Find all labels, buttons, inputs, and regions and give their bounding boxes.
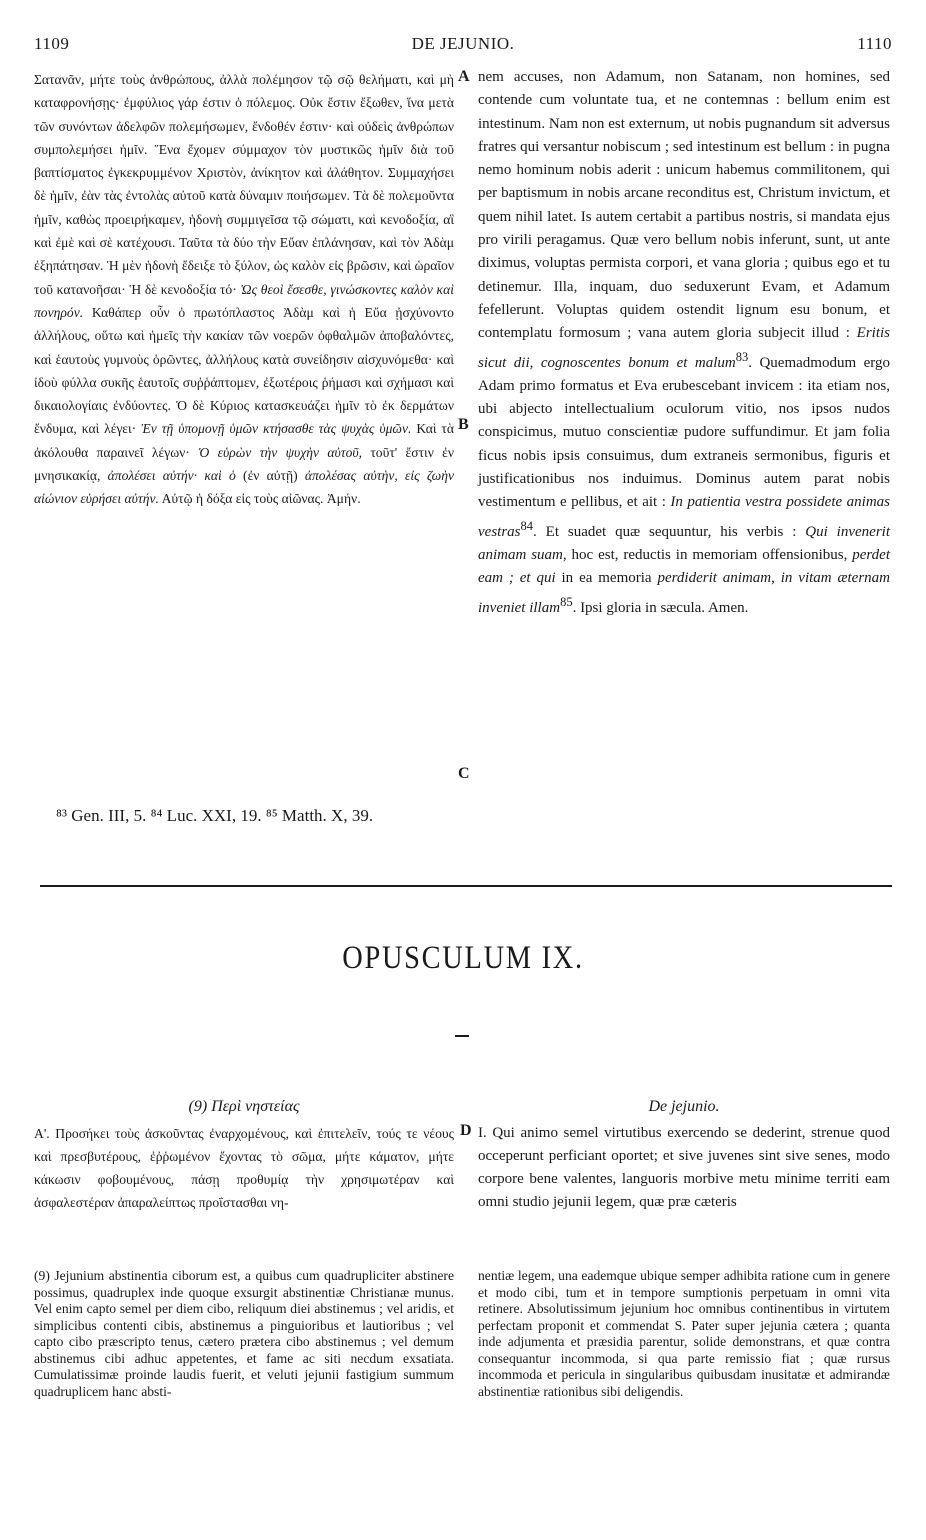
greek-quote: Ἐν τῇ ὑπομονῇ ὑμῶν κτήσασθε τὰς ψυχὰς ὑμῶν. xyxy=(141,421,412,437)
margin-marker-d: D xyxy=(460,1122,472,1139)
latin-text: . Quemadmodum ergo Adam primo formatus et Eva erubescebant invicem : ita etiam nos, ubi abjecto intellectualium oculorum vitio, nos ipsos nudos conspicimus, mutuo conscientiæ pudore suffundimur. Et jam folia ficus nobis ipsis consuimus, dum extraneis sermonibus, figuris et justificationibus nos induimus. Dominus autem parat nobis vestimentum e pellibus, et ait : xyxy=(478,354,890,511)
scripture-notes: ⁸³ Gen. III, 5. ⁸⁴ Luc. XXI, 19. ⁸⁵ Matth. X, 39. xyxy=(56,806,374,825)
latin-quote: Qui invenerit animam suam, xyxy=(478,523,890,563)
latin-column-bottom: I. Qui animo semel virtutibus exercendo se dederint, strenue quod occeperunt perficiant oportet; et sive juvenes sint sive senes, modo corpore bene valentes, languoris morbive metu minime territi eam omni studio jejunii legem, quæ præ cæteris xyxy=(478,1125,890,1210)
page-number-right: 1110 xyxy=(857,34,892,53)
running-title: DE JEJUNIO. xyxy=(411,34,515,53)
latin-column-top xyxy=(478,66,890,620)
latin-text: . Et suadet quæ sequuntur, his verbis : xyxy=(533,523,797,540)
margin-marker-c: C xyxy=(458,765,470,782)
latin-quote: Eritis sicut dii, cognoscentes bonum et malum xyxy=(478,325,890,371)
greek-quote: ἀπολέσας αὐτὴν, εἰς ζωὴν αἰώνιον εὑρήσει αὐτήν. xyxy=(34,468,455,507)
section-divider xyxy=(40,885,892,887)
footnote-ref: 84 xyxy=(520,518,533,533)
greek-quote: Ὡς θεοὶ ἔσεσθε, γινώσκοντες καλὸν καὶ πονηρόν. xyxy=(34,281,454,320)
greek-text: Σατανᾶν, μήτε τοὺς ἀνθρώπους, ἀλλὰ πολέμησον τῷ σῷ θελήματι, καὶ μὴ καταφρονήσῃς· ἐμφύλιος γάρ ἐστιν ὁ πόλεμος. Οὐκ ἔστιν ἔξωθεν, ἵνα μετὰ τῶν συνόντων ἀδελφῶν πολεμήσωμεν, ἔνδοθέν ἐστιν· καὶ οὐδεὶς ἀνθρώπων συμπολεμήσει ἡμῖν. Ἕνα ἔχομεν σύμμαχον τὸν μυστικῶς ἡμῖν διὰ τοῦ βαπτίσματος ἐγκεκρυμμένον Χριστὸν, ἀνίκητον καὶ ἀλάθητον. Συμμαχήσει δὲ ἡμῖν, ἐὰν τὰς ἐντολὰς αὐτοῦ κατὰ δύναμιν ποιήσωμεν. Τὰ δὲ πολεμοῦντα ἡμῖν, καθὼς προειρήκαμεν, ἡδονὴ συμμιγεῖσα τῷ σώματι, καὶ κενοδοξία, αἳ καὶ ἐμὲ καὶ σὲ κατέχουσι. Ταῦτα τὰ δύο τὴν Εὔαν ἐπλάνησαν, καὶ τὸν Ἀδὰμ ἐξηπάτησαν. Ἡ μὲν ἡδονὴ ἔδειξε τὸ ξύλον, ὡς καλὸν εἰς βρῶσιν, καὶ ὡραῖον τοῦ κατανοῆσαι· Ἡ δὲ κενοδοξία τό· xyxy=(34,72,454,297)
greek-heading: (9) Περὶ νηστείας xyxy=(188,1098,300,1115)
latin-text: . Ipsi gloria in sæcula. Amen. xyxy=(572,599,749,616)
greek-quote: ἀπολέσει αὐτήν· καὶ ὁ xyxy=(107,468,236,484)
greek-paragraph-top xyxy=(34,68,454,511)
footnote-left: (9) Jejunium abstinentia ciborum est, a quibus cum quadrupliciter abstinere possimus, quadruplex inde quoque exsurgit abstinentiæ Christianæ munus. Vel enim capto semel per diem cibo, reliquum diei abstinemus ; vel aridis, et simplicibus contenti cibis, abstinemus a pinguioribus et lautioribus ; vel capto cibo præscripto tenus, cætero prætera cibo abstinemus ; vel demum abstinemus cibi adhuc appetentes, et fame ac siti necdum exsatiata. Cumulatissimæ proinde laudis fuerit, et veluti jejunii fastigium summum quadruplicem hanc absti- xyxy=(34,1268,454,1399)
greek-quote: Ὁ εὑρὼν τὴν ψυχὴν αὐτοῦ, xyxy=(198,444,363,460)
latin-quote: perdet eam ; et qui xyxy=(478,546,890,587)
latin-heading: De jejunio. xyxy=(648,1098,720,1115)
margin-marker-b: B xyxy=(458,416,469,433)
latin-text: in ea memoria xyxy=(561,570,652,587)
greek-heading-wrap xyxy=(34,1098,454,1116)
latin-quote: In patientia vestra possidete animas vestras xyxy=(478,494,890,540)
margin-marker-a: A xyxy=(458,68,470,85)
greek-text: τοῦτ' ἔστιν ἐν μνησικακίᾳ, xyxy=(34,444,454,484)
latin-text: nem accuses, non Adamum, non Satanam, non homines, sed contende cum voluntate tua, et ne contemnas : bellum enim est intestinum. Nam non est externum, ut nobis pugnandum sit adversus fratres qui versantur nobiscum ; sed intestinum est bellum : in pugna nemo hominum nobis aderit : unicum habemus commilitonem, qui per baptismum in nobis arcane reconditus est, Christum invictum, et quem nihil latet. Is autem certabit a partibus nostris, si mandata ejus pro virili peragamus. Quæ vero bellum nobis inferunt, sunt, ut ante diximus, voluptas permista corpori, et vana gloria ; quibus ego et tu detinemur. Illa, inquam, duo seduxerunt Evam, et Adamum fefellerunt. Voluptas quidem ostendit lignum esu bonum, et contemplatu formosum ; vana autem gloria subjecit illud : xyxy=(478,69,890,342)
greek-text: (ἐν αὐτῇ) xyxy=(243,468,298,484)
opusculum-title: OPUSCULUM IX. xyxy=(342,940,584,976)
greek-text: Καθάπερ οὖν ὁ πρωτόπλαστος Ἀδὰμ καὶ ἡ Εὔα ᾐσχύνοντο ἀλλήλους, οὕτω καὶ ἡμεῖς τὴν κακίαν τῶν νοερῶν ὀφθαλμῶν ἀποβαλόντες, καὶ ἑαυτοὺς γυμνοὺς ὁρῶντες, ἀλλήλους κατὰ συνείδησιν αἰσχυνόμεθα· καὶ ἰδοὺ φύλλα συκῆς ἑαυτοῖς συῤῥάπτομεν, ἐξωτέροις ῥήμασι καὶ σχήμασι καὶ δικαιολογίαις ἐνδύοντες. Ὁ δὲ Κύριος κατασκευάζει ἡμῖν τὸ ἐκ δερμάτων ἔνδυμα, καὶ λέγει· xyxy=(34,304,454,437)
title-dash xyxy=(455,1035,469,1037)
greek-column-top xyxy=(34,68,454,511)
footnote-ref: 85 xyxy=(560,594,573,609)
footnote-right: nentiæ legem, una eademque ubique semper adhibita ratione cum in genere et modo cibi, tum et in tempore sumptionis perpetuam in omni vita retinere. Absolutissimum jejunium hoc omnibus continentibus in virtutem perfectam proponit et commendat S. Pater super jejunia cætera ; quanta inde adjumenta et præsidia parentur, solide demonstrans, et quæ contra consequantur incommoda, si qua parte remissio fiat ; quæ rursus incommoda et pericula in singularibus quibusdam inusitatæ et admirandæ abstinentiæ rationibus sibi deligendis. xyxy=(478,1268,890,1399)
greek-text: Αὐτῷ ἡ δόξα εἰς τοὺς αἰῶνας. Ἀμήν. xyxy=(161,491,361,507)
latin-paragraph-top xyxy=(478,66,890,620)
greek-text: Καὶ τὰ ἀκόλουθα παραινεῖ λέγων· xyxy=(34,421,454,460)
footnote-ref: 83 xyxy=(735,349,749,364)
latin-quote: perdiderit animam, in vitam æternam inveniet illam xyxy=(478,570,891,616)
page-number-left: 1109 xyxy=(34,34,70,53)
greek-column-bottom: Α'. Προσήκει τοὺς ἀσκοῦντας ἐναρχομένους, καὶ ἐπιτελεῖν, τούς τε νέους καὶ πρεσβυτέρους, ἐῤῥωμένον ἔχοντας τὸ σῶμα, μήτε κάματον, μήτε κάκωσιν φοβουμένους, πάσῃ προθυμίᾳ τὴν χρησιμωτέραν καὶ ἀσφαλεστέραν ἀπαραλείπτως προΐστασθαι νη- xyxy=(34,1126,454,1210)
latin-text: hoc est, reductis in memoriam offensionibus, xyxy=(571,546,848,563)
